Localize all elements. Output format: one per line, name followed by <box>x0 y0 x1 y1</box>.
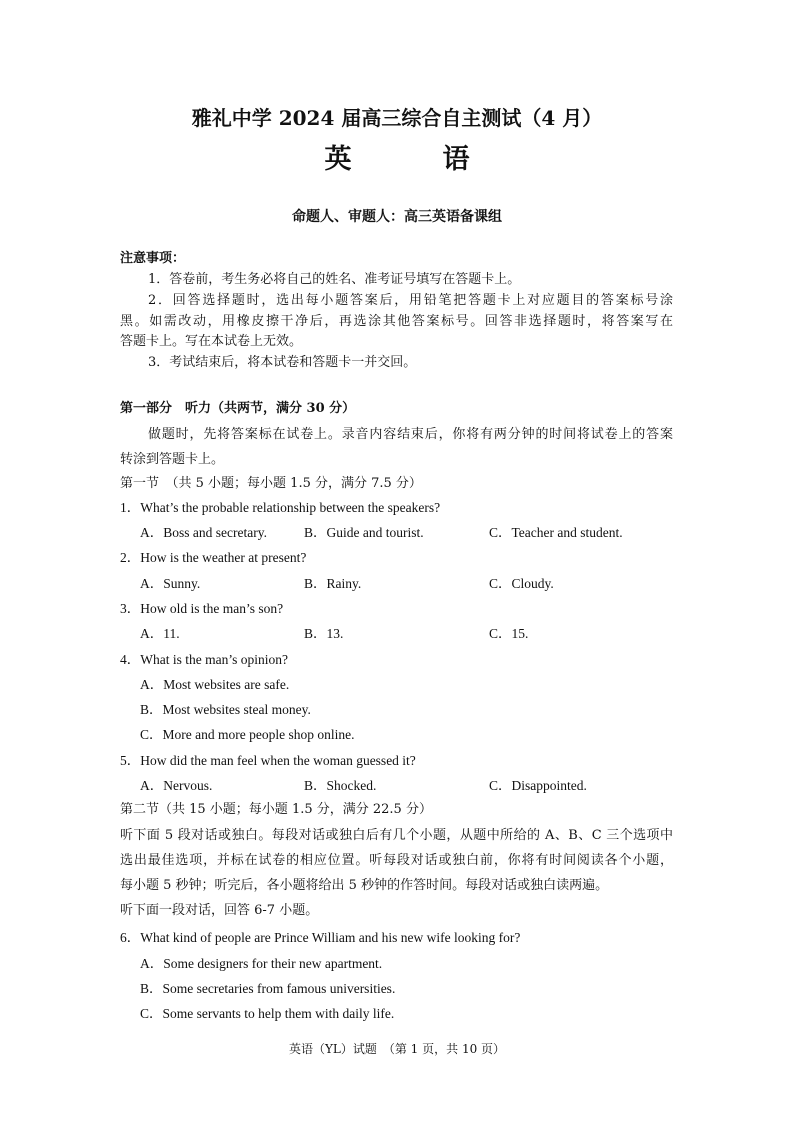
option-a: A．Nervous. <box>140 778 213 793</box>
notes-heading: 注意事项： <box>120 251 186 266</box>
option-c: C．Disappointed. <box>489 778 587 793</box>
option-b: B．13. <box>304 626 344 641</box>
note-item: 黑。如需改动，用橡皮擦干净后，再选涂其他答案标号。回答非选择题时，将答案写在 <box>120 314 673 329</box>
subject-title: 英 语 <box>324 144 502 175</box>
section1-heading: 第一节 （共 5 小题；每小题 1.5 分，满分 7.5 分） <box>120 476 422 491</box>
part1-intro: 做题时，先将答案标在试卷上。录音内容结束后，你将有两分钟的时间将试卷上的答案 <box>148 427 673 442</box>
question-2: 2．How is the weather at present? <box>120 550 307 565</box>
question-3: 3．How old is the man’s son? <box>120 601 284 616</box>
dialog-instruction: 听下面一段对话，回答 6-7 小题。 <box>120 903 319 918</box>
option-a: A．Boss and secretary. <box>140 525 267 540</box>
option-c: C．Cloudy. <box>489 576 554 591</box>
option-b: B．Shocked. <box>304 778 377 793</box>
note-item: 答题卡上。写在本试卷上无效。 <box>120 334 303 349</box>
option-c: C．More and more people shop online. <box>140 727 355 742</box>
note-item: 3．考试结束后，将本试卷和答题卡一并交回。 <box>148 355 417 370</box>
note-item: 2．回答选择题时，选出每小题答案后，用铅笔把答题卡上对应题目的答案标号涂 <box>148 293 673 308</box>
author-line: 命题人、审题人：高三英语备课组 <box>292 209 502 225</box>
note-item: 1．答卷前，考生务必将自己的姓名、准考证号填写在答题卡上。 <box>148 272 521 287</box>
question-5: 5．How did the man feel when the woman guessed it? <box>120 753 416 768</box>
part1-heading: 第一部分 听力（共两节，满分 30 分） <box>120 401 356 416</box>
option-b: B．Guide and tourist. <box>304 525 424 540</box>
exam-title: 雅礼中学 2024 届高三综合自主测试（4 月） <box>191 106 603 130</box>
part1-intro: 转涂到答题卡上。 <box>120 452 225 467</box>
option-a: A．11. <box>140 626 180 641</box>
option-b: B．Most websites steal money. <box>140 702 311 717</box>
option-b: B．Some secretaries from famous universities. <box>140 981 396 996</box>
section2-intro: 每小题 5 秒钟；听完后，各小题将给出 5 秒钟的作答时间。每段对话或独白读两遍。 <box>120 878 609 893</box>
section2-intro: 选出最佳选项，并标在试卷的相应位置。听每段对话或独白前，你将有时间阅读各个小题， <box>120 853 673 868</box>
option-a: A．Some designers for their new apartment. <box>140 956 383 971</box>
option-a: A．Sunny. <box>140 576 201 591</box>
option-b: B．Rainy. <box>304 576 362 591</box>
section2-heading: 第二节（共 15 小题；每小题 1.5 分，满分 22.5 分） <box>120 802 432 817</box>
section2-intro: 听下面 5 段对话或独白。每段对话或独白后有几个小题，从题中所给的 A、B、C 三个选项中 <box>120 828 673 843</box>
option-c: C．15. <box>489 626 529 641</box>
question-6: 6．What kind of people are Prince William and his new wife looking for? <box>120 930 521 945</box>
option-c: C．Some servants to help them with daily life. <box>140 1006 395 1021</box>
question-4: 4．What is the man’s opinion? <box>120 652 288 667</box>
option-c: C．Teacher and student. <box>489 525 623 540</box>
page-footer: 英语（YL）试题 （第 1 页，共 10 页） <box>288 1042 506 1056</box>
question-1: 1．What’s the probable relationship between the speakers? <box>120 500 441 515</box>
option-a: A．Most websites are safe. <box>140 677 290 692</box>
